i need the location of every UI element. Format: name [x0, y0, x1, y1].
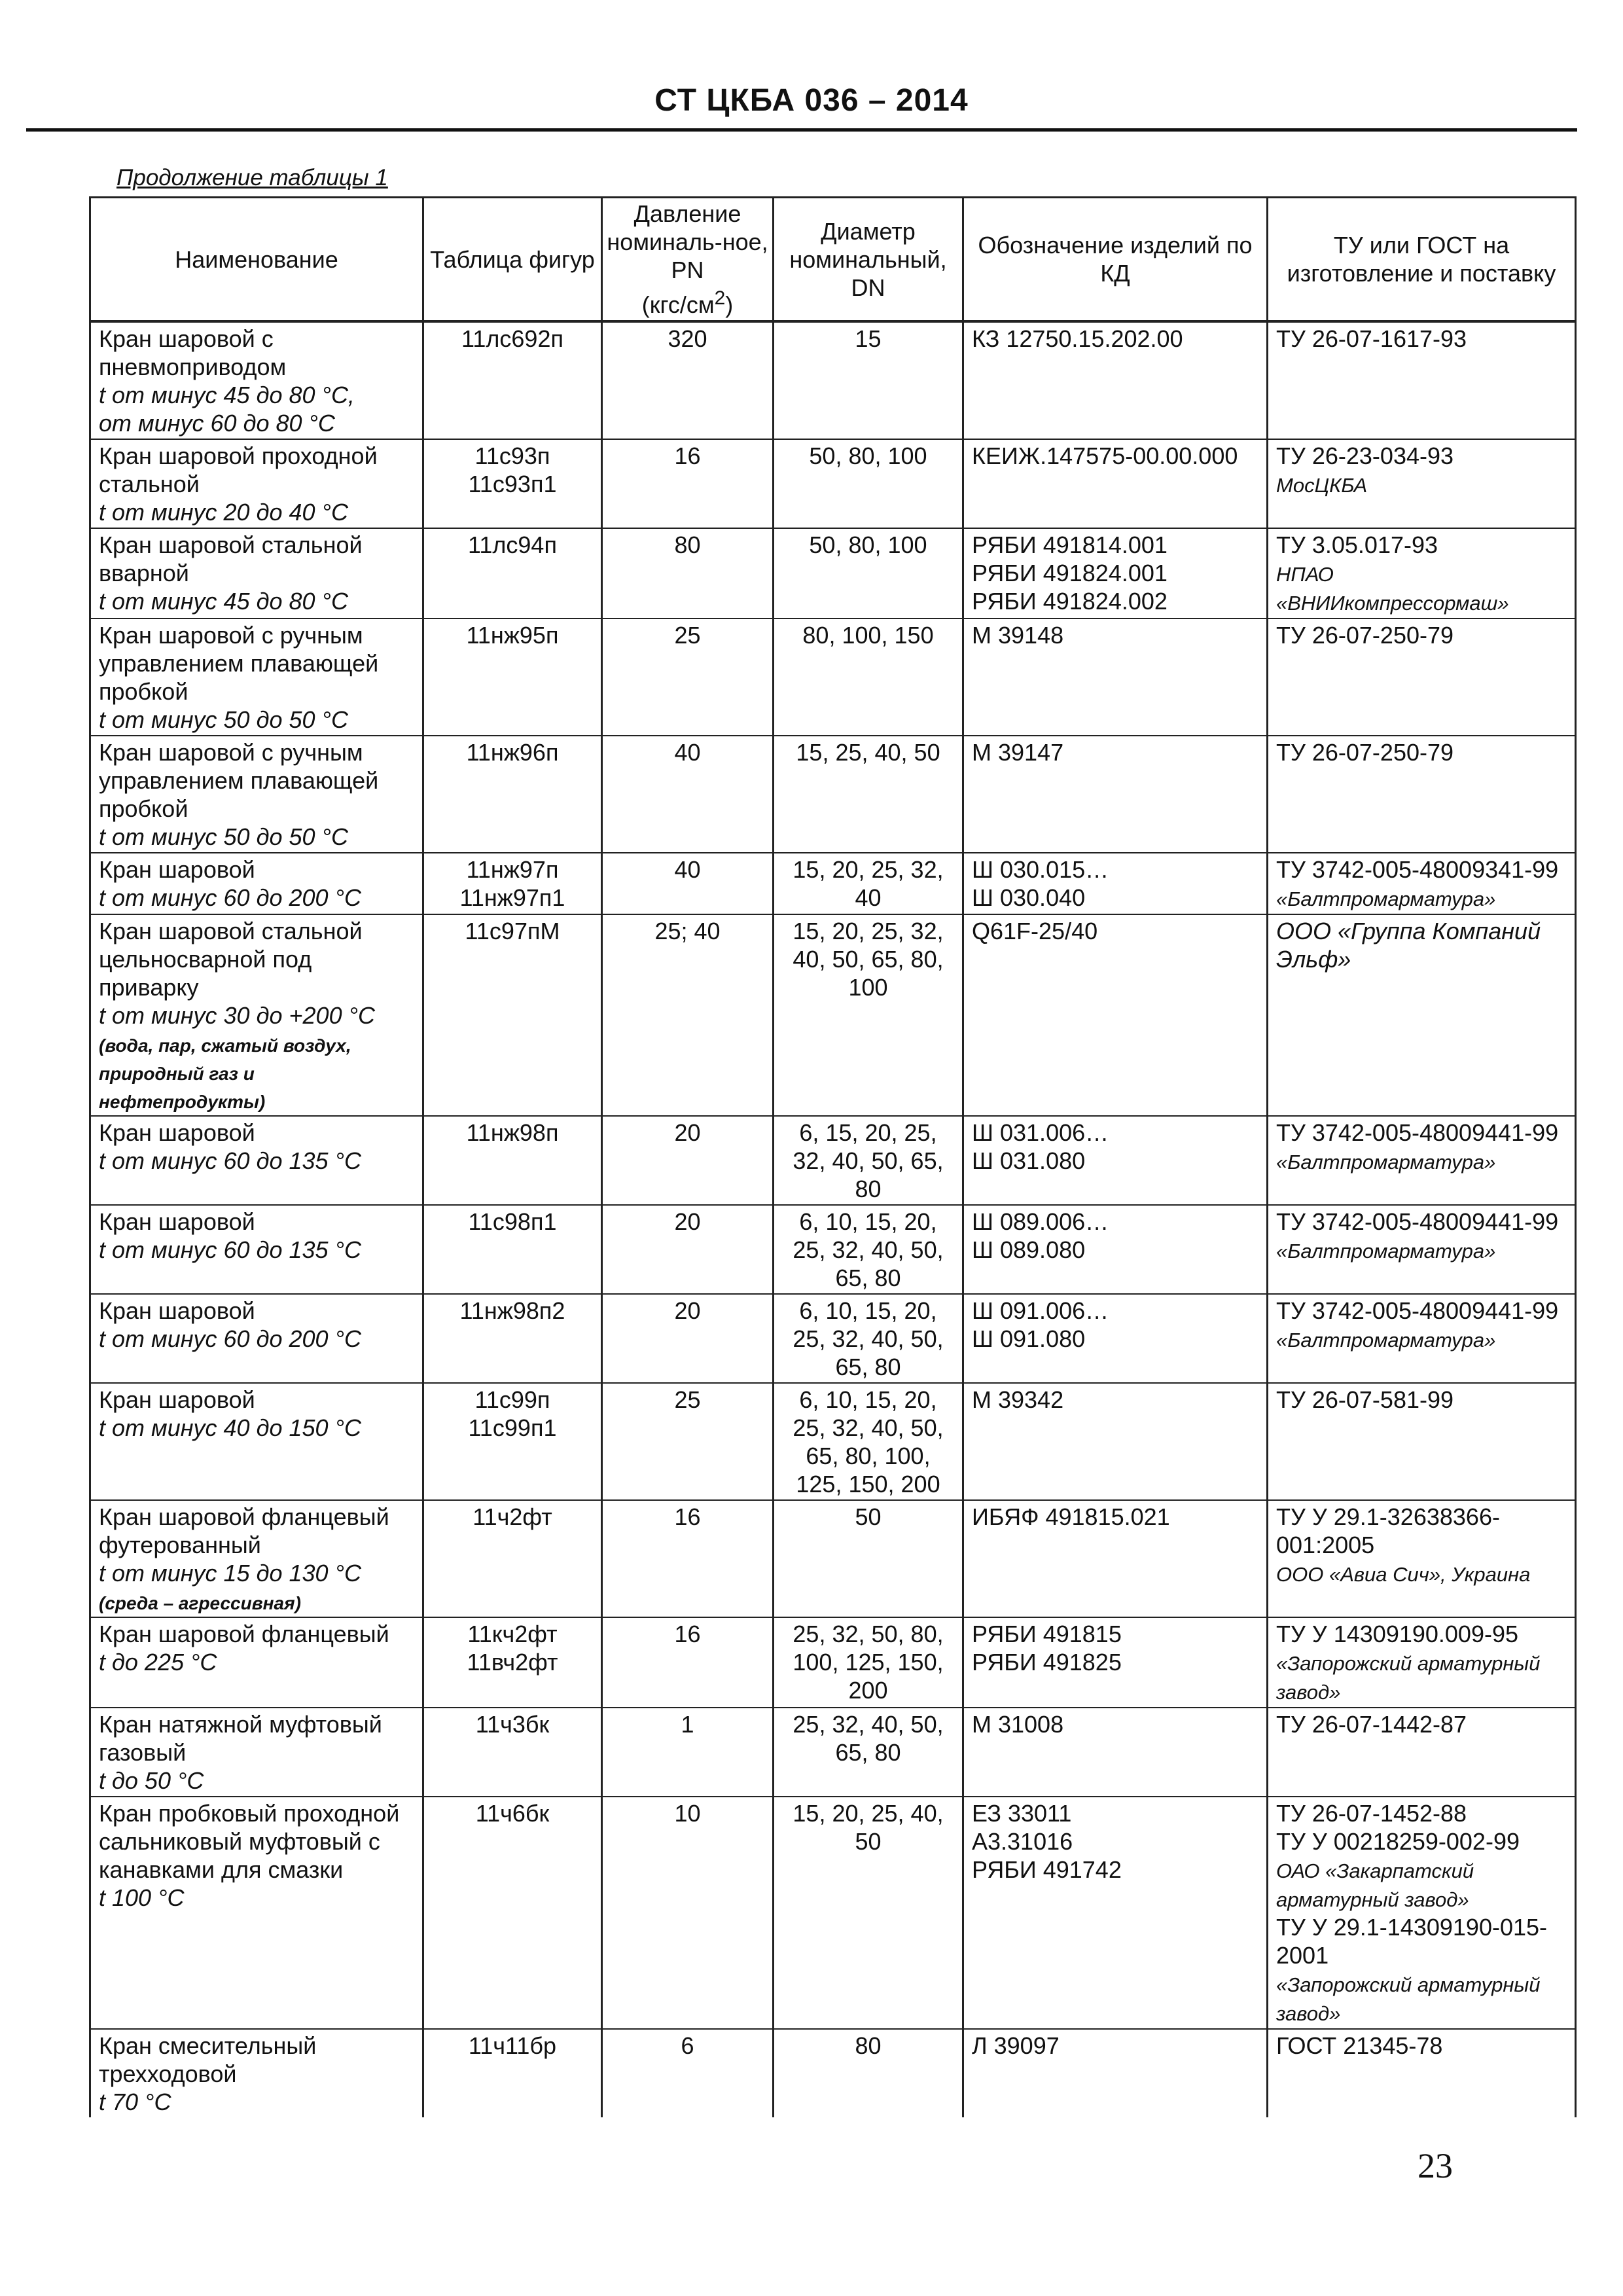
design-doc-code: Q61F-25/40: [972, 918, 1098, 944]
manufacturer: «Балтпромарматура»: [1276, 1240, 1496, 1263]
name-cell: [90, 914, 423, 1116]
pressure-value: 20: [674, 1208, 701, 1235]
col-header-name: Наименование: [90, 198, 423, 322]
name-cell: [90, 1708, 423, 1797]
figure-code: 11с97пМ: [465, 918, 560, 944]
figure-code: 11с93п: [474, 442, 550, 469]
kd-cell: [963, 439, 1268, 528]
col-header-tu: ТУ или ГОСТ на изготовление и поставку: [1268, 198, 1576, 322]
tu-cell: [1268, 321, 1576, 439]
spec-code: ГОСТ 21345-78: [1276, 2032, 1443, 2059]
name-cell: [90, 1383, 423, 1500]
dn-cell: [774, 528, 963, 619]
table-row: [90, 1708, 1576, 1797]
kd-cell: [963, 528, 1268, 619]
design-doc-code: РЯБИ 491814.001: [972, 531, 1168, 558]
figure-cell: [423, 1708, 602, 1797]
kd-cell: [963, 2029, 1268, 2117]
table-row: [90, 619, 1576, 736]
item-name: Кран шаровой стальной цельносварной под приварку: [99, 918, 363, 1001]
kd-cell: [963, 736, 1268, 853]
dn-cell: [774, 2029, 963, 2117]
figure-code: 11с98п1: [468, 1208, 557, 1235]
tu-cell: [1268, 528, 1576, 619]
dn-cell: [774, 1617, 963, 1708]
pressure-value: 25; 40: [654, 918, 721, 944]
figure-cell: [423, 2029, 602, 2117]
col-header-pn-text: Давление номиналь-ное, PN: [607, 200, 768, 283]
item-name: Кран шаровой: [99, 856, 255, 883]
design-doc-code: М 39342: [972, 1386, 1064, 1413]
spec-code: ТУ У 00218259-002-99: [1276, 1828, 1520, 1855]
item-name: Кран шаровой с пневмоприводом: [99, 325, 287, 380]
temperature-range: t от минус 60 до 135 °С: [99, 1147, 361, 1174]
pn-cell: [602, 1797, 774, 2029]
name-cell: [90, 1294, 423, 1383]
item-name: Кран шаровой стальной вварной: [99, 531, 363, 586]
temperature-range: t от минус 15 до 130 °С: [99, 1560, 361, 1587]
name-cell: [90, 1617, 423, 1708]
manufacturer: ООО «Авиа Сич», Украина: [1276, 1563, 1531, 1586]
figure-code: 11лс692п: [461, 325, 563, 352]
tu-cell: [1268, 1116, 1576, 1205]
kd-cell: [963, 1205, 1268, 1294]
manufacturer: ОАО «Закарпатский арматурный завод»: [1276, 1859, 1474, 1911]
item-name: Кран шаровой с ручным управлением плавающей пробкой: [99, 739, 379, 822]
figure-cell: [423, 528, 602, 619]
pn-cell: [602, 1116, 774, 1205]
figure-code: 11нж97п1: [459, 884, 565, 911]
tu-cell: [1268, 1797, 1576, 2029]
pressure-value: 40: [674, 739, 701, 766]
col-header-kd: Обозначение изделий по КД: [963, 198, 1268, 322]
table-row: [90, 1294, 1576, 1383]
diameter-values: 6, 10, 15, 20, 25, 32, 40, 50, 65, 80: [793, 1208, 944, 1291]
col-header-fig: Таблица фигур: [423, 198, 602, 322]
design-doc-code: Ш 030.040: [972, 884, 1086, 911]
spec-code: ТУ У 29.1-14309190-015-2001: [1276, 1914, 1547, 1969]
temperature-range: t от минус 50 до 50 °С: [99, 823, 348, 850]
kd-cell: [963, 1708, 1268, 1797]
design-doc-code: ИБЯФ 491815.021: [972, 1503, 1170, 1530]
figure-code: 11нж98п2: [459, 1297, 565, 1324]
spec-code: ТУ 3742-005-48009341-99: [1276, 856, 1559, 883]
temperature-range: t от минус 45 до 80 °С,: [99, 382, 355, 408]
diameter-values: 15, 25, 40, 50: [796, 739, 940, 766]
tu-cell: [1268, 439, 1576, 528]
diameter-values: 80, 100, 150: [802, 622, 934, 649]
item-name: Кран смесительный трехходовой: [99, 2032, 317, 2087]
figure-code: 11ч3бк: [475, 1711, 550, 1738]
figure-cell: [423, 321, 602, 439]
temperature-range: t 100 °С: [99, 1884, 185, 1911]
temperature-range: t до 50 °С: [99, 1767, 204, 1794]
design-doc-code: РЯБИ 491742: [972, 1856, 1122, 1883]
pn-cell: [602, 619, 774, 736]
manufacturer: «ВНИИкомпрессормаш»: [1276, 592, 1509, 615]
figure-code: 11нж96п: [466, 739, 559, 766]
col-header-pn-unit-close: ): [725, 291, 734, 318]
spec-code: ТУ 26-07-581-99: [1276, 1386, 1454, 1413]
tu-cell: [1268, 914, 1576, 1116]
table-row: [90, 736, 1576, 853]
pn-cell: [602, 1383, 774, 1500]
tu-cell: [1268, 736, 1576, 853]
pn-cell: [602, 321, 774, 439]
design-doc-code: Ш 091.080: [972, 1325, 1086, 1352]
figure-code: 11ч6бк: [475, 1800, 550, 1827]
pn-cell: [602, 528, 774, 619]
name-cell: [90, 1205, 423, 1294]
figure-code: 11кч2фт: [467, 1621, 558, 1647]
spec-code: ТУ У 29.1-32638366-001:2005: [1276, 1503, 1500, 1558]
design-doc-code: РЯБИ 491815: [972, 1621, 1122, 1647]
dn-cell: [774, 1294, 963, 1383]
design-doc-code: РЯБИ 491824.001: [972, 560, 1168, 586]
figure-cell: [423, 1617, 602, 1708]
design-doc-code: Ш 091.006…: [972, 1297, 1109, 1324]
pressure-value: 1: [681, 1711, 694, 1738]
dn-cell: [774, 1116, 963, 1205]
manufacturer: НПАО: [1276, 563, 1334, 586]
tu-cell: [1268, 1383, 1576, 1500]
design-doc-code: Ш 031.080: [972, 1147, 1086, 1174]
figure-code: 11вч2фт: [467, 1649, 558, 1676]
table-row: [90, 1205, 1576, 1294]
table-row: [90, 439, 1576, 528]
name-cell: [90, 528, 423, 619]
spec-code: ТУ 26-07-250-79: [1276, 739, 1454, 766]
temperature-range: t от минус 40 до 150 °С: [99, 1414, 361, 1441]
item-name: Кран шаровой: [99, 1386, 255, 1413]
table-row: [90, 1116, 1576, 1205]
medium-note: (вода, пар, сжатый воздух, природный газ и нефтепродукты): [99, 1035, 351, 1112]
name-cell: [90, 1116, 423, 1205]
page-number: 23: [1418, 2146, 1453, 2185]
diameter-values: 80: [855, 2032, 882, 2059]
figure-cell: [423, 1294, 602, 1383]
item-name: Кран шаровой фланцевый футерованный: [99, 1503, 389, 1558]
table-row: [90, 2029, 1576, 2117]
manufacturer: МосЦКБА: [1276, 474, 1368, 497]
item-name: Кран шаровой: [99, 1119, 255, 1146]
diameter-values: 50, 80, 100: [809, 442, 927, 469]
figure-code: 11нж97п: [466, 856, 559, 883]
name-cell: [90, 321, 423, 439]
temperature-range: t от минус 50 до 50 °С: [99, 706, 348, 733]
item-name: Кран шаровой проходной стальной: [99, 442, 378, 497]
kd-cell: [963, 1383, 1268, 1500]
pressure-value: 25: [674, 1386, 701, 1413]
dn-cell: [774, 1383, 963, 1500]
col-header-pn: [602, 198, 774, 322]
item-name: Кран шаровой: [99, 1208, 255, 1235]
design-doc-code: КЕИЖ.147575-00.00.000: [972, 442, 1238, 469]
manufacturer: «Балтпромарматура»: [1276, 1329, 1496, 1352]
col-header-pn-unit: (кгс/см: [641, 291, 715, 318]
col-header-pn-unit-power: 2: [714, 287, 726, 309]
dn-cell: [774, 914, 963, 1116]
item-name: Кран пробковый проходной сальниковый муфтовый с канавками для смазки: [99, 1800, 400, 1883]
pressure-value: 16: [674, 442, 701, 469]
kd-cell: [963, 1116, 1268, 1205]
diameter-values: 15, 20, 25, 32, 40: [793, 856, 944, 911]
pressure-value: 10: [674, 1800, 701, 1827]
figure-cell: [423, 914, 602, 1116]
diameter-values: 6, 15, 20, 25, 32, 40, 50, 65, 80: [793, 1119, 944, 1202]
dn-cell: [774, 853, 963, 914]
table-header-row: [90, 198, 1576, 322]
pn-cell: [602, 1708, 774, 1797]
diameter-values: 6, 10, 15, 20, 25, 32, 40, 50, 65, 80: [793, 1297, 944, 1380]
manufacturer: «Запорожский арматурный завод»: [1276, 1652, 1541, 1704]
table-body: [90, 321, 1576, 2117]
spec-code: ТУ 26-07-1452-88: [1276, 1800, 1467, 1827]
dn-cell: [774, 736, 963, 853]
spec-code: ТУ 3.05.017-93: [1276, 531, 1438, 558]
table-row: [90, 853, 1576, 914]
name-cell: [90, 439, 423, 528]
diameter-values: 15, 20, 25, 40, 50: [793, 1800, 944, 1855]
pn-cell: [602, 1205, 774, 1294]
tu-cell: [1268, 1294, 1576, 1383]
figure-code: 11лс94п: [468, 531, 557, 558]
temperature-range: t от минус 45 до 80 °С: [99, 588, 348, 615]
figure-code: 11ч11бр: [468, 2032, 557, 2059]
figure-cell: [423, 1205, 602, 1294]
dn-cell: [774, 1205, 963, 1294]
design-doc-code: Ш 089.006…: [972, 1208, 1109, 1235]
temperature-range: t от минус 60 до 135 °С: [99, 1236, 361, 1263]
pressure-value: 25: [674, 622, 701, 649]
figure-code: 11с93п1: [468, 471, 557, 497]
table-row: [90, 1617, 1576, 1708]
design-doc-code: Ш 089.080: [972, 1236, 1086, 1263]
dn-cell: [774, 1500, 963, 1617]
spec-code: ТУ У 14309190.009-95: [1276, 1621, 1519, 1647]
diameter-values: 50, 80, 100: [809, 531, 927, 558]
table-row: [90, 1797, 1576, 2029]
kd-cell: [963, 1294, 1268, 1383]
table-row: [90, 914, 1576, 1116]
figure-code: 11нж95п: [466, 622, 559, 649]
figure-cell: [423, 853, 602, 914]
col-header-dn: Диаметр номинальный, DN: [774, 198, 963, 322]
design-doc-code: Л 39097: [972, 2032, 1060, 2059]
dn-cell: [774, 439, 963, 528]
pressure-value: 40: [674, 856, 701, 883]
name-cell: [90, 736, 423, 853]
figure-code: 11ч2фт: [473, 1503, 552, 1530]
kd-cell: [963, 619, 1268, 736]
pn-cell: [602, 1617, 774, 1708]
pressure-value: 80: [674, 531, 701, 558]
pn-cell: [602, 914, 774, 1116]
temperature-range: t от минус 20 до 40 °С: [99, 499, 348, 526]
figure-cell: [423, 1116, 602, 1205]
figure-code: 11с99п: [474, 1386, 550, 1413]
table-row: [90, 1500, 1576, 1617]
name-cell: [90, 853, 423, 914]
kd-cell: [963, 914, 1268, 1116]
design-doc-code: М 39148: [972, 622, 1064, 649]
spec-code: ТУ 26-07-250-79: [1276, 622, 1454, 649]
design-doc-code: ЕЗ 33011: [972, 1800, 1072, 1827]
item-name: Кран шаровой: [99, 1297, 255, 1324]
pressure-value: 16: [674, 1503, 701, 1530]
spec-code: ТУ 3742-005-48009441-99: [1276, 1119, 1559, 1146]
pressure-value: 20: [674, 1297, 701, 1324]
name-cell: [90, 2029, 423, 2117]
table-row: [90, 528, 1576, 619]
tu-cell: [1268, 1205, 1576, 1294]
name-cell: [90, 619, 423, 736]
pressure-value: 6: [681, 2032, 694, 2059]
pressure-value: 20: [674, 1119, 701, 1146]
diameter-values: 6, 10, 15, 20, 25, 32, 40, 50, 65, 80, 100, 125, 150, 200: [793, 1386, 944, 1498]
spec-code: ТУ 26-07-1617-93: [1276, 325, 1467, 352]
kd-cell: [963, 321, 1268, 439]
manufacturer: «Балтпромарматура»: [1276, 1151, 1496, 1174]
spec-code: ТУ 3742-005-48009441-99: [1276, 1208, 1559, 1235]
diameter-values: 25, 32, 40, 50, 65, 80: [793, 1711, 944, 1766]
temperature-range: t от минус 60 до 200 °С: [99, 1325, 361, 1352]
tu-cell: [1268, 2029, 1576, 2117]
spec-code: ТУ 3742-005-48009441-99: [1276, 1297, 1559, 1324]
design-doc-code: М 39147: [972, 739, 1064, 766]
pressure-value: 16: [674, 1621, 701, 1647]
tu-cell: [1268, 1617, 1576, 1708]
pn-cell: [602, 1294, 774, 1383]
table-caption: Продолжение таблицы 1: [116, 165, 388, 190]
dn-cell: [774, 1797, 963, 2029]
valves-table: [89, 196, 1577, 2117]
figure-code: 11нж98п: [466, 1119, 559, 1146]
figure-cell: [423, 1797, 602, 2029]
name-cell: [90, 1500, 423, 1617]
design-doc-code: РЯБИ 491825: [972, 1649, 1122, 1676]
pn-cell: [602, 439, 774, 528]
diameter-values: 50: [855, 1503, 882, 1530]
medium-note: (среда – агрессивная): [99, 1593, 301, 1613]
kd-cell: [963, 853, 1268, 914]
kd-cell: [963, 1797, 1268, 2029]
name-cell: [90, 1797, 423, 2029]
table-row: [90, 1383, 1576, 1500]
document-standard-title: СТ ЦКБА 036 – 2014: [654, 83, 969, 118]
tu-cell: [1268, 1708, 1576, 1797]
manufacturer: ООО «Группа Компаний Эльф»: [1276, 918, 1541, 973]
manufacturer: «Запорожский арматурный завод»: [1276, 1973, 1541, 2025]
item-name: Кран шаровой с ручным управлением плавающей пробкой: [99, 622, 379, 705]
design-doc-code: Ш 030.015…: [972, 856, 1109, 883]
table-row: [90, 321, 1576, 439]
design-doc-code: М 31008: [972, 1711, 1064, 1738]
pn-cell: [602, 1500, 774, 1617]
pn-cell: [602, 853, 774, 914]
figure-cell: [423, 619, 602, 736]
figure-cell: [423, 1383, 602, 1500]
item-name: Кран натяжной муфтовый газовый: [99, 1711, 382, 1766]
design-doc-code: А3.31016: [972, 1828, 1073, 1855]
design-doc-code: Ш 031.006…: [972, 1119, 1109, 1146]
tu-cell: [1268, 619, 1576, 736]
temperature-range: t до 225 °С: [99, 1649, 217, 1676]
figure-cell: [423, 1500, 602, 1617]
spec-code: ТУ 26-07-1442-87: [1276, 1711, 1467, 1738]
tu-cell: [1268, 853, 1576, 914]
temperature-range: t от минус 60 до 200 °С: [99, 884, 361, 911]
diameter-values: 25, 32, 50, 80, 100, 125, 150, 200: [793, 1621, 944, 1704]
figure-cell: [423, 736, 602, 853]
diameter-values: 15, 20, 25, 32, 40, 50, 65, 80, 100: [793, 918, 944, 1001]
dn-cell: [774, 1708, 963, 1797]
temperature-range: t от минус 30 до +200 °С: [99, 1002, 375, 1029]
pn-cell: [602, 2029, 774, 2117]
dn-cell: [774, 321, 963, 439]
design-doc-code: РЯБИ 491824.002: [972, 588, 1168, 615]
kd-cell: [963, 1617, 1268, 1708]
header-rule: [26, 128, 1577, 132]
spec-code: ТУ 26-23-034-93: [1276, 442, 1454, 469]
pressure-value: 320: [668, 325, 707, 352]
figure-cell: [423, 439, 602, 528]
diameter-values: 15: [855, 325, 882, 352]
pn-cell: [602, 736, 774, 853]
figure-code: 11с99п1: [468, 1414, 557, 1441]
temperature-range: от минус 60 до 80 °С: [99, 410, 335, 437]
manufacturer: «Балтпромарматура»: [1276, 888, 1496, 910]
design-doc-code: КЗ 12750.15.202.00: [972, 325, 1183, 352]
kd-cell: [963, 1500, 1268, 1617]
dn-cell: [774, 619, 963, 736]
temperature-range: t 70 °С: [99, 2089, 171, 2115]
tu-cell: [1268, 1500, 1576, 1617]
item-name: Кран шаровой фланцевый: [99, 1621, 389, 1647]
